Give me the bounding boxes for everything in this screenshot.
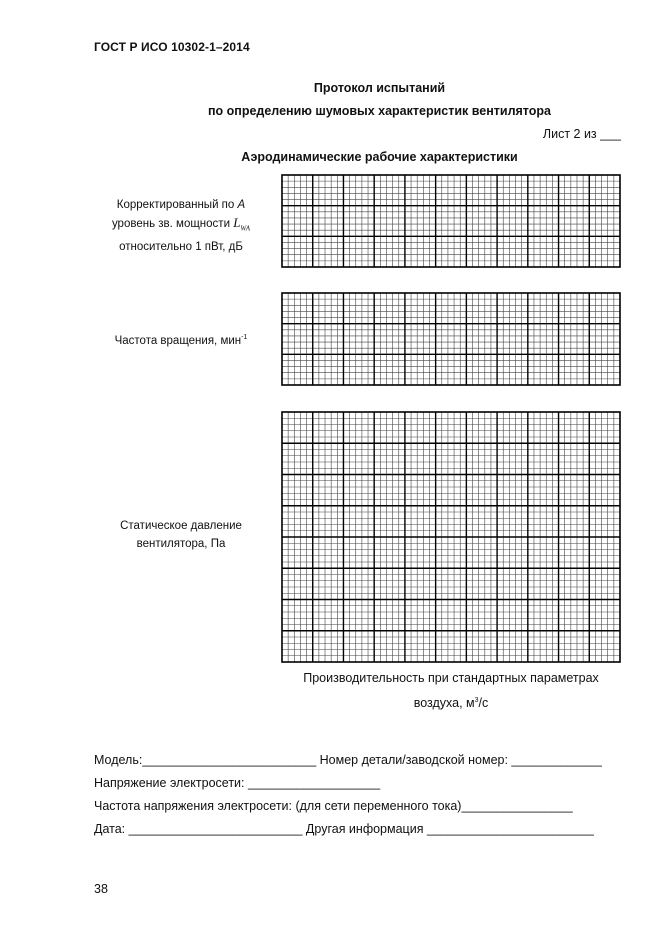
- rotation-speed-axis-label: [96, 332, 266, 350]
- protocol-subtitle: по определению шумовых характеристик вентилятора: [207, 104, 551, 118]
- static-pressure-axis-label: [96, 517, 266, 553]
- label-text: Частота вращения, мин: [114, 335, 242, 347]
- model-field[interactable]: _________________________: [142, 753, 317, 767]
- graph-paper: [281, 174, 621, 268]
- label-text: воздуха, м: [413, 696, 475, 710]
- sound-power-grid: [281, 174, 621, 268]
- label-sup: 3: [474, 696, 479, 704]
- form-row-frequency: [94, 799, 573, 813]
- model-label: Модель:: [94, 753, 143, 767]
- frequency-field[interactable]: ________________: [461, 799, 573, 813]
- part-number-label: Номер детали/заводской номер:: [316, 753, 512, 767]
- label-text: Производительность при стандартных параметрах: [303, 671, 599, 685]
- label-text: относительно 1 пВт, дБ: [119, 240, 243, 253]
- section-title: Аэродинамические рабочие характеристики: [241, 150, 518, 164]
- form-row-voltage: [94, 776, 380, 790]
- graph-paper: [281, 292, 621, 386]
- standard-header: ГОСТ Р ИСО 10302-1–2014: [94, 40, 250, 54]
- date-field[interactable]: _________________________: [128, 822, 303, 836]
- sound-power-axis-label: [96, 196, 266, 256]
- frequency-label: Частота напряжения электросети: (для сети переменного тока): [94, 799, 462, 813]
- sheet-number: Лист 2 из ___: [542, 127, 621, 141]
- label-text: Корректированный по: [116, 199, 238, 211]
- form-row-model: [94, 753, 602, 767]
- lwa-symbol: $L_{WA}$: [233, 215, 251, 233]
- flow-rate-axis-label: [281, 666, 621, 716]
- label-text: вентилятора, Па: [136, 538, 226, 550]
- label-a-italic: A: [237, 199, 246, 211]
- grid-border: [282, 293, 620, 385]
- voltage-label: Напряжение электросети:: [94, 776, 248, 790]
- label-text: уровень зв. мощности: [111, 218, 234, 230]
- grid-border: [282, 175, 620, 267]
- voltage-field[interactable]: ___________________: [247, 776, 381, 790]
- form-row-date: [94, 822, 594, 836]
- static-pressure-grid: [281, 411, 621, 663]
- graph-paper: [281, 411, 621, 663]
- date-label: Дата:: [94, 822, 129, 836]
- page-number: 38: [94, 882, 108, 896]
- part-number-field[interactable]: _____________: [511, 753, 602, 767]
- label-text: Статическое давление: [120, 520, 242, 532]
- label-sup: -1: [241, 334, 248, 342]
- other-info-field[interactable]: ________________________: [426, 822, 594, 836]
- protocol-title: Протокол испытаний: [313, 81, 446, 95]
- label-text: /с: [478, 696, 489, 710]
- other-info-label: Другая информация: [302, 822, 427, 836]
- rotation-speed-grid: [281, 292, 621, 386]
